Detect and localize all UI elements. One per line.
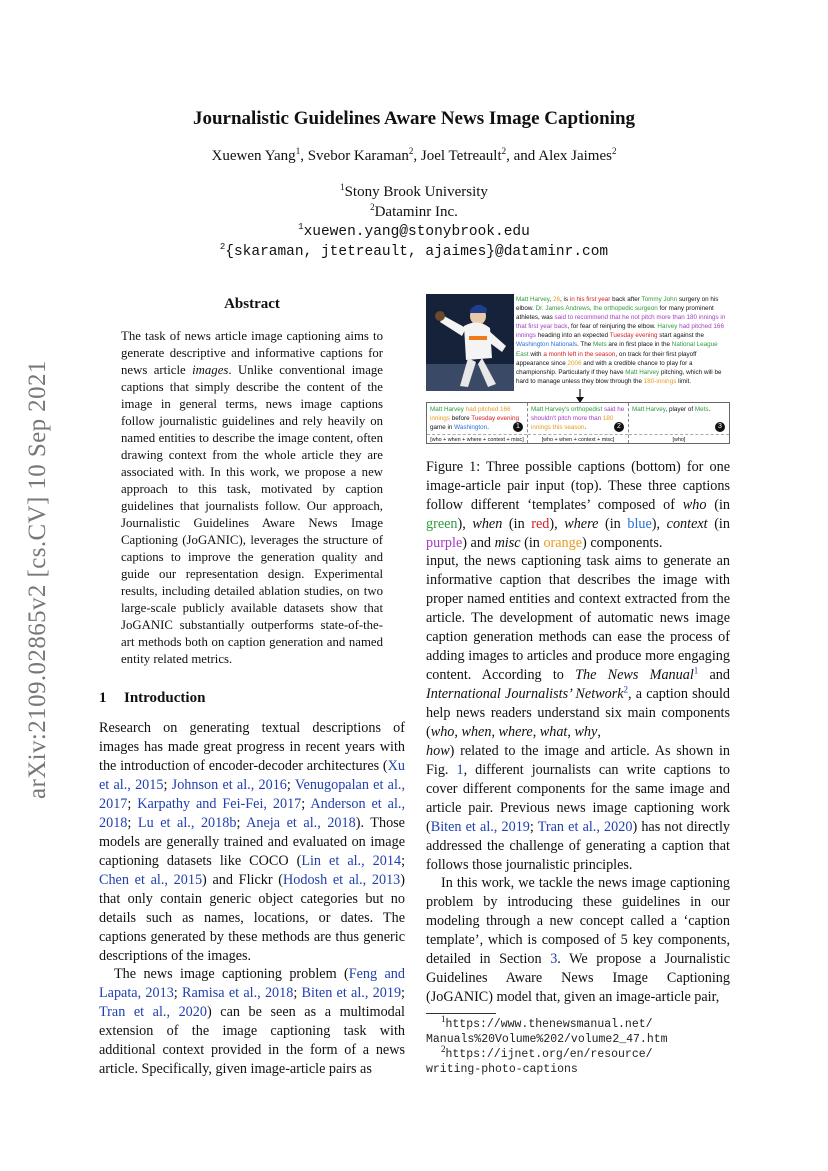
figure-1-caption: Figure 1: Three possible captions (bottom) for one image-article pair input (top). These three captions follow different ‘templates’ composed of who (in green), when (in red), where (in blue), context (in purple) and misc (in orange) components. [426, 459, 731, 551]
citation-link[interactable]: Xu et al., 2015 [99, 758, 405, 793]
author-name: Xuewen Yang [211, 148, 296, 164]
caption-number-badge: 1 [513, 422, 523, 432]
down-arrow-icon [575, 389, 585, 403]
citation-link[interactable]: Venugopalan et al., 2017 [99, 777, 406, 812]
footnote-1: $^1$https://www.thenewsmanual.net/ Manuals%20Volume%202/volume2_47.htm [426, 1014, 668, 1046]
footnote-divider [426, 1013, 496, 1014]
citation-link[interactable]: Ramisa et al., 2018 [182, 985, 294, 1001]
figure-article-text: Matt Harvey, 26, is in his first year back after Tommy John surgery on his elbow. Dr. James Andrews, the orthopedic surgeon for many prominent athletes, was said to recommend that he not pitch more than 180 innings in that first year back, for fear of reinjuring the elbow. Harvey had pitched 166 innings heading into an expected Tuesday evening start against the Washington Nationals. The Mets are in first place in the National League East with a month left in the season, on track for their first playoff appearance since 2006 and with a credible chance to play for a championship. Particularly if they have Matt Harvey pitching, which will be hard to manage unless they blow through the 180-innings limit. [516, 296, 726, 385]
author-list: Xuewen Yang$^1$, Svebor Karaman$^2$, Joel Tetreault$^2$, and Alex Jaimes$^2$ [211, 146, 617, 164]
citation-link[interactable]: Feng and Lapata, 2013 [99, 966, 405, 1001]
citation-link[interactable]: Lin et al., 2014 [301, 853, 402, 869]
footnote-link[interactable]: 1 [693, 665, 699, 676]
caption-number-badge: 3 [715, 422, 725, 432]
section-reference-link[interactable]: 3 [550, 951, 558, 967]
author-name: Svebor Karaman [307, 148, 409, 164]
citation-link[interactable]: Anderson et al., 2018 [99, 796, 405, 831]
citation-link[interactable]: Biten et al., 2019 [301, 985, 402, 1001]
citation-link[interactable]: Tran et al., 2020 [99, 1004, 207, 1020]
caption-option-3: Matt Harvey, player of Mets. 3 [who] [629, 403, 729, 443]
citation-link[interactable]: Biten et al., 2019 [430, 819, 530, 835]
abstract-heading: Abstract [224, 296, 280, 312]
section-heading-introduction: 1 Introduction [99, 690, 206, 706]
citation-link[interactable]: Karpathy and Fei-Fei, 2017 [137, 796, 302, 812]
affiliation-2: $^2$Dataminr Inc. [370, 202, 458, 220]
caption-template: [who + when + where + context + misc] [427, 434, 527, 445]
baseball-pitcher-photo [426, 294, 514, 391]
footnotes [426, 1014, 730, 1077]
email-1: $^1$xuewen.yang@stonybrook.edu [298, 222, 530, 240]
abstract-text: The task of news article image captioning aims to generate descriptive and informative captions for news article images. Unlike conventional image captions that simply describe the content of the image in general terms, news image captions follow journalistic guidelines and rely heavily on named entities to describe the image content, often drawing context from the whole article they are associated with. In this work, we propose a new approach to this task, motivated by caption guidelines that journalists follow. Our approach, Journalistic Guidelines Aware News Image Captioning (JoGANIC), leverages the structure of captions to improve the generation quality and guide our representation design. Experimental results, including detailed ablation studies, on two large-scale publicly available datasets show that JoGANIC substantially outperforms state-of-the-art methods both on caption generation and named entity related metrics. [121, 329, 383, 666]
citation-link[interactable]: Hodosh et al., 2013 [283, 872, 401, 888]
footnote-url[interactable]: https://www.thenewsmanual.net/ Manuals%20Volume%202/volume2_47.htm [426, 1018, 668, 1046]
figure-caption-options [426, 402, 730, 444]
caption-option-2: Matt Harvey's orthopedist said he shouldn't pitch more than 180 innings this season. 2 [who + when + context + misc] [528, 403, 629, 443]
citation-link[interactable]: Chen et al., 2015 [99, 872, 203, 888]
intro-paragraph-1: Research on generating textual descriptions of images has made great progress in recent years with the introduction of encoder-decoder architectures (Xu et al., 2015; Johnson et al., 2016; Venugopalan et al., 2017; Karpathy and Fei-Fei, 2017; Anderson et al., 2018; Lu et al., 2018b; Aneja et al., 2018). Those models are generally trained and evaluated on image captioning datasets like COCO (Lin et al., 2014; Chen et al., 2015) and Flickr (Hodosh et al., 2013) that only contain generic object categories but no details such as names, locations, or dates. The captions generated by these methods are thus generic descriptions of the images. [99, 720, 406, 964]
citation-link[interactable]: Lu et al., 2018b [137, 815, 237, 831]
right-paragraph-2: In this work, we tackle the news image captioning problem by introducing these guidelines in our modeling through a new concept called a ‘caption template’, which is composed of 5 key components, detailed in Section 3. We propose a Journalistic Guidelines Aware News Image Captioning (JoGANIC) model that, given an image-article pair, [426, 875, 730, 1005]
figure-reference-link[interactable]: 1 [456, 762, 464, 778]
footnote-url[interactable]: https://ijnet.org/en/resource/ writing-photo-captions [426, 1048, 653, 1076]
footnote-link[interactable]: 2 [623, 684, 629, 695]
caption-number-badge: 2 [614, 422, 624, 432]
caption-template: [who + when + context + misc] [528, 434, 628, 445]
right-paragraph-1: input, the news captioning task aims to generate an informative caption that describes the image with proper named entities and context extracted from the article. The development of automatic news image caption generation methods can ease the process of adding images to articles and produce more engaging content. According to The News Manual$^1$ and International Journalists’ Network$^2$, a caption should help news readers understand six main components (who, when, where, what, why, how) related to the image and article. As shown in Fig. 1, different journalists can write captions to cover different components for the same image and article pair. Previous news image captioning work (Biten et al., 2019; Tran et al., 2020) has not directly addressed the challenge of generating a caption that follows those journalistic principles. [426, 553, 730, 873]
citation-link[interactable]: Aneja et al., 2018 [246, 815, 356, 831]
intro-paragraph-2: The news image captioning problem (Feng and Lapata, 2013; Ramisa et al., 2018; Biten et al., 2019; Tran et al., 2020) can be seen as a multimodal extension of the image captioning task with additional context provided in the form of a news article. Specifically, given image-article pairs as [99, 966, 405, 1077]
author-name: Alex Jaimes [538, 148, 612, 164]
author-name: Joel Tetreault [420, 148, 502, 164]
citation-link[interactable]: Johnson et al., 2016 [171, 777, 287, 793]
paper-title: Journalistic Guidelines Aware News Image Captioning [192, 108, 636, 129]
arxiv-identifier: arXiv:2109.02865v2 [cs.CV] 10 Sep 2021 [24, 360, 51, 799]
footnote-2: $^2$https://ijnet.org/en/resource/ writing-photo-captions [426, 1044, 653, 1076]
citation-link[interactable]: Tran et al., 2020 [537, 819, 633, 835]
caption-option-1: Matt Harvey had pitched 166 innings before Tuesday evening game in Washington. 1 [who + when + where + context + misc] [427, 403, 528, 443]
affiliation-1: $^1$Stony Brook University [340, 182, 488, 200]
caption-template: [who] [629, 434, 729, 445]
email-2: $^2${skaraman, jtetreault, ajaimes}@dataminr.com [219, 242, 609, 260]
